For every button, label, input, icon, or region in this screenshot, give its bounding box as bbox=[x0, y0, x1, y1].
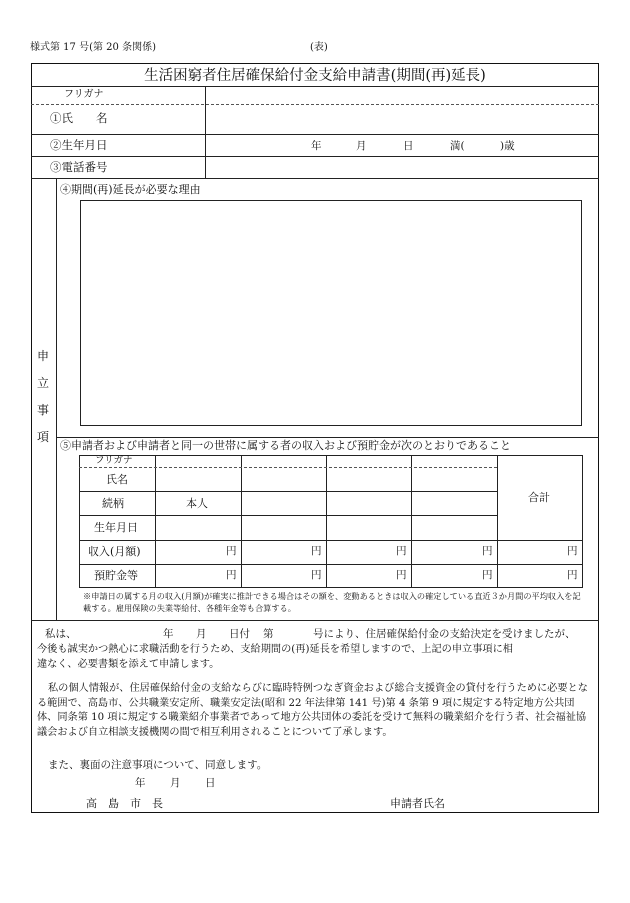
sign-date-nen: 年 bbox=[135, 777, 146, 789]
yen-mark: 円 bbox=[567, 545, 578, 557]
total-label: 合計 bbox=[528, 491, 550, 504]
income-col-line bbox=[155, 455, 156, 588]
signer-label: 申請者氏名 bbox=[390, 797, 445, 810]
page-title: 生活困窮者住居確保給付金支給申請書(期間(再)延長) bbox=[144, 68, 486, 84]
back-notice-consent: また、裏面の注意事項について、同意します。 bbox=[48, 759, 268, 771]
decl-tsuki: 月 bbox=[196, 628, 207, 640]
phone-field[interactable] bbox=[206, 157, 598, 177]
phone-label: ③電話番号 bbox=[50, 160, 108, 174]
yen-mark: 円 bbox=[567, 569, 578, 581]
birth-year-mark: 年 bbox=[311, 140, 322, 152]
furigana-label: フリガナ bbox=[64, 89, 104, 100]
form-number: 様式第 17 号(第 20 条関係) bbox=[30, 42, 156, 53]
decl-lead: 私は、 bbox=[45, 628, 77, 640]
furigana-field[interactable] bbox=[206, 87, 598, 103]
name-label: ①氏 名 bbox=[50, 111, 108, 125]
income-row-birthdate: 生年月日 bbox=[94, 521, 138, 534]
yen-mark: 円 bbox=[226, 545, 237, 557]
age-close-mark: )歳 bbox=[500, 140, 515, 152]
sign-date-field[interactable] bbox=[100, 774, 220, 790]
name-field[interactable] bbox=[206, 105, 598, 133]
income-row-furigana: フリガナ bbox=[95, 455, 133, 466]
age-open-mark: 満( bbox=[450, 140, 465, 152]
income-row-name: 氏名 bbox=[106, 473, 128, 486]
income-row-relation: 続柄 bbox=[102, 497, 124, 510]
consent-paragraph: 私の個人情報が、住居確保給付金の支給ならびに臨時特例つなぎ資金および総合支援資金の貸付を行うために必要となる範囲で、高島市、公共職業安定所、職業安定法(昭和 22 年法律第 141 号)第 4 条第 9 項に規定する特定地方公共団体、同条第 10 項に規定する職業紹介事業者であって地方公共団体の委託を受けて無料の職業紹介を行う者、社会福祉協議会および自立相談支援機関の間で相互利用されることについて了承します。 bbox=[37, 683, 588, 738]
decl-nen: 年 bbox=[163, 628, 174, 640]
section-char-4: 項 bbox=[37, 430, 50, 444]
yen-mark: 円 bbox=[226, 569, 237, 581]
applicant-column-divider bbox=[205, 86, 206, 178]
birth-month-mark: 月 bbox=[356, 140, 367, 152]
section-char-1: 申 bbox=[37, 349, 50, 363]
yen-mark: 円 bbox=[396, 569, 407, 581]
yen-mark: 円 bbox=[311, 545, 322, 557]
decl-dai: 第 bbox=[263, 628, 274, 640]
yen-mark: 円 bbox=[482, 545, 493, 557]
addressee: 高 島 市 長 bbox=[86, 797, 163, 810]
reason-divider bbox=[56, 437, 599, 438]
member-cell[interactable] bbox=[327, 468, 410, 538]
phone-divider bbox=[31, 178, 599, 179]
sign-date-tsuki: 月 bbox=[170, 777, 181, 789]
section-bottom-divider bbox=[31, 620, 599, 621]
reason-textarea[interactable] bbox=[80, 200, 582, 426]
decl-date: 日付 bbox=[229, 628, 250, 640]
sign-date-hi: 日 bbox=[205, 777, 216, 789]
section-char-3: 事 bbox=[37, 403, 50, 417]
decl-rest: 号により、住居確保給付金の支給決定を受けましたが、 bbox=[313, 628, 576, 640]
member-cell[interactable] bbox=[242, 468, 325, 538]
decl-line3: 違なく、必要書類を添えて申請します。 bbox=[37, 659, 220, 670]
birthdate-label: ②生年月日 bbox=[50, 138, 108, 152]
birthdate-field[interactable] bbox=[206, 135, 598, 155]
income-label: ⑤申請者および申請者と同一の世帯に属する者の収入および預貯金が次のとおりであること bbox=[60, 439, 511, 452]
section-char-2: 立 bbox=[37, 376, 50, 390]
section-label-divider bbox=[56, 178, 57, 620]
form-side-label: (表) bbox=[310, 42, 328, 53]
income-row-line bbox=[79, 540, 583, 541]
income-row-income: 収入(月額) bbox=[88, 545, 141, 558]
reason-label: ④期間(再)延長が必要な理由 bbox=[60, 183, 201, 196]
decl-line2: 今後も誠実かつ熱心に求職活動を行うため、支給期間の(再)延長を希望しますので、上記の申立事項に相 bbox=[37, 644, 513, 655]
income-col-line bbox=[497, 455, 498, 588]
self-relation: 本人 bbox=[186, 497, 208, 510]
yen-mark: 円 bbox=[311, 569, 322, 581]
yen-mark: 円 bbox=[396, 545, 407, 557]
member-cell[interactable] bbox=[412, 468, 496, 538]
birth-day-mark: 日 bbox=[403, 140, 414, 152]
income-note: ※申請日の属する月の収入(月額)が確実に推計できる場合はその額を、変動あるときは収入の確定している直近３か月間の平均収入を記載する。雇用保険の失業等給付、各種年金等も合算する。 bbox=[83, 591, 581, 613]
yen-mark: 円 bbox=[482, 569, 493, 581]
income-row-line bbox=[79, 564, 583, 565]
income-row-savings: 預貯金等 bbox=[94, 569, 138, 582]
signature-field[interactable] bbox=[450, 793, 595, 811]
